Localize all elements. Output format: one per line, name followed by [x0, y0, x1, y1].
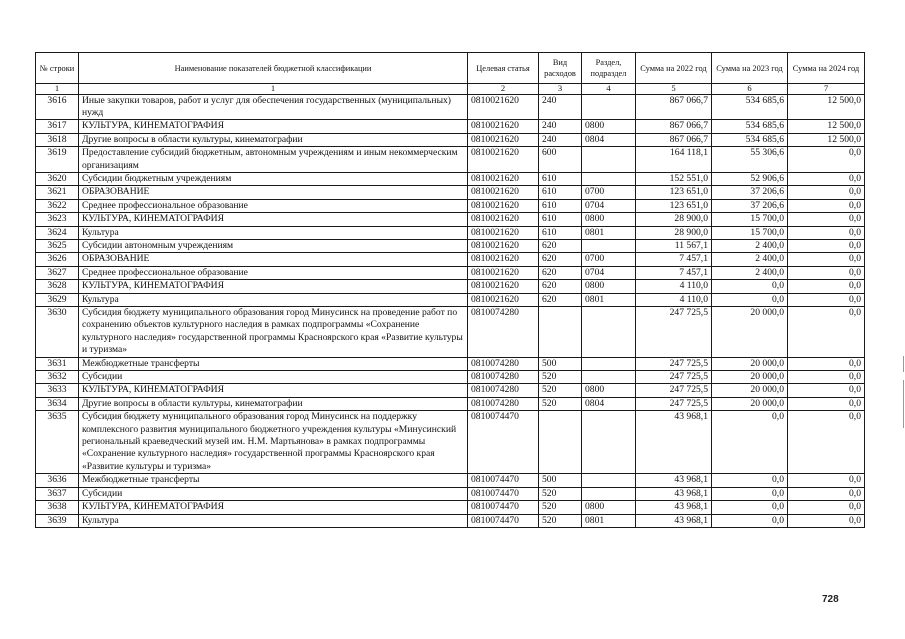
- section-code-cell: 0800: [582, 280, 636, 293]
- sum-2024-cell: 0,0: [788, 147, 865, 173]
- target-article-cell: 0810021620: [468, 239, 539, 252]
- sum-2024-cell: 0,0: [788, 474, 865, 487]
- row-number-cell: 3634: [36, 397, 79, 410]
- expense-type-cell: 610: [539, 213, 582, 226]
- table-row: [36, 371, 865, 384]
- sum-2022-cell: 123 651,0: [636, 186, 712, 199]
- target-article-cell: 0810021620: [468, 147, 539, 173]
- expense-type-cell: 520: [539, 501, 582, 514]
- table-row: [36, 501, 865, 514]
- sum-2022-cell: 43 968,1: [636, 411, 712, 474]
- sum-2022-cell: 7 457,1: [636, 266, 712, 279]
- sum-2023-cell: 0,0: [712, 487, 788, 500]
- row-number-cell: 3619: [36, 147, 79, 173]
- section-code-cell: [582, 487, 636, 500]
- sum-2024-cell: 0,0: [788, 411, 865, 474]
- row-number-cell: 3620: [36, 172, 79, 185]
- budget-table-body: [36, 94, 865, 527]
- indicator-name-cell: Среднее профессиональное образование: [79, 199, 468, 212]
- table-row: [36, 280, 865, 293]
- section-code-cell: 0700: [582, 253, 636, 266]
- sum-2022-cell: 247 725,5: [636, 371, 712, 384]
- sum-2023-cell: 534 685,6: [712, 120, 788, 133]
- column-number: 2: [468, 84, 539, 95]
- indicator-name-cell: Межбюджетные трансферты: [79, 357, 468, 370]
- indicator-name-cell: Субсидии: [79, 371, 468, 384]
- sum-2022-cell: 867 066,7: [636, 120, 712, 133]
- table-row: [36, 172, 865, 185]
- sum-2022-cell: 43 968,1: [636, 487, 712, 500]
- sum-2024-cell: 0,0: [788, 487, 865, 500]
- sum-2024-cell: 12 500,0: [788, 94, 865, 120]
- indicator-name-cell: КУЛЬТУРА, КИНЕМАТОГРАФИЯ: [79, 120, 468, 133]
- row-number-cell: 3639: [36, 514, 79, 527]
- row-number-cell: 3630: [36, 307, 79, 358]
- sum-2022-cell: 43 968,1: [636, 474, 712, 487]
- sum-2024-cell: 0,0: [788, 172, 865, 185]
- row-number-cell: 3632: [36, 371, 79, 384]
- sum-2023-cell: 2 400,0: [712, 253, 788, 266]
- sum-2024-cell: 0,0: [788, 253, 865, 266]
- table-row: [36, 213, 865, 226]
- table-row: [36, 357, 865, 370]
- expense-type-cell: 520: [539, 487, 582, 500]
- target-article-cell: 0810021620: [468, 280, 539, 293]
- indicator-name-cell: Культура: [79, 293, 468, 306]
- column-number: 5: [636, 84, 712, 95]
- target-article-cell: 0810074470: [468, 411, 539, 474]
- target-article-cell: 0810021620: [468, 213, 539, 226]
- sum-2022-cell: 11 567,1: [636, 239, 712, 252]
- expense-type-cell: 620: [539, 293, 582, 306]
- row-number-cell: 3623: [36, 213, 79, 226]
- table-row: [36, 186, 865, 199]
- expense-type-cell: 620: [539, 280, 582, 293]
- section-code-cell: [582, 357, 636, 370]
- column-number: 1: [36, 84, 79, 95]
- sum-2022-cell: 43 968,1: [636, 514, 712, 527]
- row-number-cell: 3631: [36, 357, 79, 370]
- indicator-name-cell: КУЛЬТУРА, КИНЕМАТОГРАФИЯ: [79, 384, 468, 397]
- section-code-cell: [582, 147, 636, 173]
- header-sum-2022: Сумма на 2022 год: [636, 53, 712, 84]
- indicator-name-cell: ОБРАЗОВАНИЕ: [79, 186, 468, 199]
- indicator-name-cell: Другие вопросы в области культуры, кинематографии: [79, 397, 468, 410]
- target-article-cell: 0810074280: [468, 397, 539, 410]
- sum-2022-cell: 123 651,0: [636, 199, 712, 212]
- indicator-name-cell: Культура: [79, 226, 468, 239]
- sum-2023-cell: 534 685,6: [712, 133, 788, 146]
- sum-2023-cell: 0,0: [712, 293, 788, 306]
- sum-2022-cell: 247 725,5: [636, 384, 712, 397]
- expense-type-cell: 240: [539, 120, 582, 133]
- sum-2023-cell: 2 400,0: [712, 239, 788, 252]
- expense-type-cell: 620: [539, 239, 582, 252]
- sum-2024-cell: 12 500,0: [788, 120, 865, 133]
- header-sum-2023: Сумма на 2023 год: [712, 53, 788, 84]
- target-article-cell: 0810021620: [468, 172, 539, 185]
- sum-2023-cell: 55 306,6: [712, 147, 788, 173]
- section-code-cell: [582, 307, 636, 358]
- section-code-cell: 0801: [582, 514, 636, 527]
- row-number-cell: 3626: [36, 253, 79, 266]
- table-row: [36, 307, 865, 358]
- sum-2024-cell: 0,0: [788, 293, 865, 306]
- sum-2023-cell: 15 700,0: [712, 213, 788, 226]
- sum-2022-cell: 164 118,1: [636, 147, 712, 173]
- row-number-cell: 3621: [36, 186, 79, 199]
- expense-type-cell: 520: [539, 514, 582, 527]
- sum-2024-cell: 0,0: [788, 280, 865, 293]
- sum-2024-cell: 0,0: [788, 357, 865, 370]
- target-article-cell: 0810074280: [468, 357, 539, 370]
- row-number-cell: 3628: [36, 280, 79, 293]
- target-article-cell: 0810074280: [468, 371, 539, 384]
- header-section: Раздел, подраздел: [582, 53, 636, 84]
- sum-2024-cell: 0,0: [788, 186, 865, 199]
- sum-2023-cell: 20 000,0: [712, 307, 788, 358]
- table-row: [36, 487, 865, 500]
- section-code-cell: 0800: [582, 501, 636, 514]
- sum-2023-cell: 534 685,6: [712, 94, 788, 120]
- sum-2024-cell: 0,0: [788, 226, 865, 239]
- indicator-name-cell: КУЛЬТУРА, КИНЕМАТОГРАФИЯ: [79, 213, 468, 226]
- table-row: [36, 226, 865, 239]
- expense-type-cell: 520: [539, 397, 582, 410]
- sum-2022-cell: 28 900,0: [636, 226, 712, 239]
- expense-type-cell: 620: [539, 266, 582, 279]
- section-code-cell: 0801: [582, 226, 636, 239]
- row-number-cell: 3617: [36, 120, 79, 133]
- expense-type-cell: [539, 411, 582, 474]
- indicator-name-cell: Предоставление субсидий бюджетным, автономным учреждениям и иным некоммерческим организациям: [79, 147, 468, 173]
- target-article-cell: 0810074470: [468, 487, 539, 500]
- row-number-cell: 3638: [36, 501, 79, 514]
- scan-artifact-line: [903, 380, 904, 428]
- indicator-name-cell: КУЛЬТУРА, КИНЕМАТОГРАФИЯ: [79, 280, 468, 293]
- sum-2023-cell: 2 400,0: [712, 266, 788, 279]
- row-number-cell: 3622: [36, 199, 79, 212]
- scan-artifact-line: [903, 356, 904, 372]
- section-code-cell: [582, 94, 636, 120]
- sum-2023-cell: 37 206,6: [712, 186, 788, 199]
- sum-2024-cell: 0,0: [788, 307, 865, 358]
- column-number: 1: [79, 84, 468, 95]
- target-article-cell: 0810021620: [468, 293, 539, 306]
- sum-2023-cell: 0,0: [712, 280, 788, 293]
- sum-2024-cell: 0,0: [788, 266, 865, 279]
- sum-2023-cell: 0,0: [712, 514, 788, 527]
- target-article-cell: 0810021620: [468, 120, 539, 133]
- sum-2022-cell: 247 725,5: [636, 307, 712, 358]
- page-number: 728: [822, 594, 839, 605]
- table-row: [36, 94, 865, 120]
- expense-type-cell: 520: [539, 371, 582, 384]
- section-code-cell: 0800: [582, 384, 636, 397]
- table-row: [36, 199, 865, 212]
- expense-type-cell: 610: [539, 199, 582, 212]
- target-article-cell: 0810074470: [468, 501, 539, 514]
- column-number: 6: [712, 84, 788, 95]
- indicator-name-cell: Иные закупки товаров, работ и услуг для обеспечения государственных (муниципальных) нужд: [79, 94, 468, 120]
- sum-2022-cell: 28 900,0: [636, 213, 712, 226]
- section-code-cell: 0704: [582, 199, 636, 212]
- sum-2023-cell: 20 000,0: [712, 371, 788, 384]
- sum-2024-cell: 0,0: [788, 199, 865, 212]
- sum-2022-cell: 152 551,0: [636, 172, 712, 185]
- sum-2023-cell: 20 000,0: [712, 357, 788, 370]
- column-number: 7: [788, 84, 865, 95]
- sum-2023-cell: 20 000,0: [712, 397, 788, 410]
- indicator-name-cell: КУЛЬТУРА, КИНЕМАТОГРАФИЯ: [79, 501, 468, 514]
- row-number-cell: 3624: [36, 226, 79, 239]
- target-article-cell: 0810021620: [468, 266, 539, 279]
- column-number-row: [36, 84, 865, 95]
- target-article-cell: 0810021620: [468, 199, 539, 212]
- table-row: [36, 147, 865, 173]
- indicator-name-cell: Межбюджетные трансферты: [79, 474, 468, 487]
- indicator-name-cell: Субсидия бюджету муниципального образования город Минусинск на поддержку комплексного развития муниципального бюджетного учреждения культуры «Минусинский региональный краеведческий музей им. Н.М. Мартьянова» в рамках подпрограммы «Сохранение культурного наследия» государственной программы Красноярского края «Развитие культуры и туризма»: [79, 411, 468, 474]
- expense-type-cell: [539, 307, 582, 358]
- section-code-cell: 0700: [582, 186, 636, 199]
- indicator-name-cell: Субсидии бюджетным учреждениям: [79, 172, 468, 185]
- sum-2022-cell: 4 110,0: [636, 293, 712, 306]
- sum-2022-cell: 247 725,5: [636, 357, 712, 370]
- target-article-cell: 0810021620: [468, 253, 539, 266]
- sum-2022-cell: 867 066,7: [636, 133, 712, 146]
- table-row: [36, 253, 865, 266]
- section-code-cell: 0800: [582, 120, 636, 133]
- sum-2023-cell: 15 700,0: [712, 226, 788, 239]
- sum-2022-cell: 247 725,5: [636, 397, 712, 410]
- expense-type-cell: 500: [539, 357, 582, 370]
- sum-2023-cell: 0,0: [712, 411, 788, 474]
- sum-2022-cell: 4 110,0: [636, 280, 712, 293]
- column-number: 4: [582, 84, 636, 95]
- expense-type-cell: 610: [539, 172, 582, 185]
- target-article-cell: 0810074280: [468, 384, 539, 397]
- sum-2022-cell: 867 066,7: [636, 94, 712, 120]
- expense-type-cell: 500: [539, 474, 582, 487]
- header-expense-type: Вид расходов: [539, 53, 582, 84]
- target-article-cell: 0810074280: [468, 307, 539, 358]
- target-article-cell: 0810021620: [468, 186, 539, 199]
- table-row: [36, 411, 865, 474]
- section-code-cell: 0800: [582, 213, 636, 226]
- indicator-name-cell: Культура: [79, 514, 468, 527]
- table-row: [36, 293, 865, 306]
- sum-2023-cell: 37 206,6: [712, 199, 788, 212]
- section-code-cell: 0801: [582, 293, 636, 306]
- header-target-article: Целевая статья: [468, 53, 539, 84]
- row-number-cell: 3618: [36, 133, 79, 146]
- target-article-cell: 0810074470: [468, 474, 539, 487]
- row-number-cell: 3629: [36, 293, 79, 306]
- target-article-cell: 0810074470: [468, 514, 539, 527]
- indicator-name-cell: Субсидия бюджету муниципального образования город Минусинск на проведение работ по сохранению объектов культурного наследия в рамках подпрограммы «Сохранение культурного наследия» государственной программы Красноярского края «Развитие культуры и туризма»: [79, 307, 468, 358]
- expense-type-cell: 240: [539, 133, 582, 146]
- indicator-name-cell: Субсидии: [79, 487, 468, 500]
- section-code-cell: [582, 411, 636, 474]
- table-row: [36, 514, 865, 527]
- header-row-number: № строки: [36, 53, 79, 84]
- sum-2023-cell: 52 906,6: [712, 172, 788, 185]
- section-code-cell: 0804: [582, 133, 636, 146]
- expense-type-cell: 600: [539, 147, 582, 173]
- table-row: [36, 266, 865, 279]
- sum-2024-cell: 0,0: [788, 371, 865, 384]
- section-code-cell: 0704: [582, 266, 636, 279]
- sum-2024-cell: 0,0: [788, 397, 865, 410]
- table-row: [36, 120, 865, 133]
- expense-type-cell: 520: [539, 384, 582, 397]
- section-code-cell: [582, 474, 636, 487]
- table-row: [36, 239, 865, 252]
- row-number-cell: 3636: [36, 474, 79, 487]
- sum-2024-cell: 12 500,0: [788, 133, 865, 146]
- target-article-cell: 0810021620: [468, 226, 539, 239]
- row-number-cell: 3616: [36, 94, 79, 120]
- row-number-cell: 3625: [36, 239, 79, 252]
- section-code-cell: [582, 239, 636, 252]
- sum-2024-cell: 0,0: [788, 239, 865, 252]
- sum-2024-cell: 0,0: [788, 501, 865, 514]
- sum-2023-cell: 0,0: [712, 474, 788, 487]
- table-row: [36, 384, 865, 397]
- sum-2023-cell: 20 000,0: [712, 384, 788, 397]
- section-code-cell: 0804: [582, 397, 636, 410]
- header-row: [36, 53, 865, 84]
- expense-type-cell: 610: [539, 186, 582, 199]
- indicator-name-cell: Субсидии автономным учреждениям: [79, 239, 468, 252]
- row-number-cell: 3633: [36, 384, 79, 397]
- table-row: [36, 474, 865, 487]
- sum-2022-cell: 7 457,1: [636, 253, 712, 266]
- expense-type-cell: 620: [539, 253, 582, 266]
- table-row: [36, 133, 865, 146]
- sum-2024-cell: 0,0: [788, 213, 865, 226]
- sum-2024-cell: 0,0: [788, 384, 865, 397]
- target-article-cell: 0810021620: [468, 133, 539, 146]
- row-number-cell: 3627: [36, 266, 79, 279]
- table-row: [36, 397, 865, 410]
- row-number-cell: 3635: [36, 411, 79, 474]
- indicator-name-cell: Другие вопросы в области культуры, кинематографии: [79, 133, 468, 146]
- indicator-name-cell: Среднее профессиональное образование: [79, 266, 468, 279]
- target-article-cell: 0810021620: [468, 94, 539, 120]
- sum-2022-cell: 43 968,1: [636, 501, 712, 514]
- column-number: 3: [539, 84, 582, 95]
- expense-type-cell: 240: [539, 94, 582, 120]
- row-number-cell: 3637: [36, 487, 79, 500]
- sum-2023-cell: 0,0: [712, 501, 788, 514]
- sum-2024-cell: 0,0: [788, 514, 865, 527]
- indicator-name-cell: ОБРАЗОВАНИЕ: [79, 253, 468, 266]
- header-indicator-name: Наименование показателей бюджетной классификации: [79, 53, 468, 84]
- section-code-cell: [582, 172, 636, 185]
- header-sum-2024: Сумма на 2024 год: [788, 53, 865, 84]
- budget-table: [35, 52, 865, 528]
- section-code-cell: [582, 371, 636, 384]
- expense-type-cell: 610: [539, 226, 582, 239]
- budget-sheet: [35, 52, 864, 528]
